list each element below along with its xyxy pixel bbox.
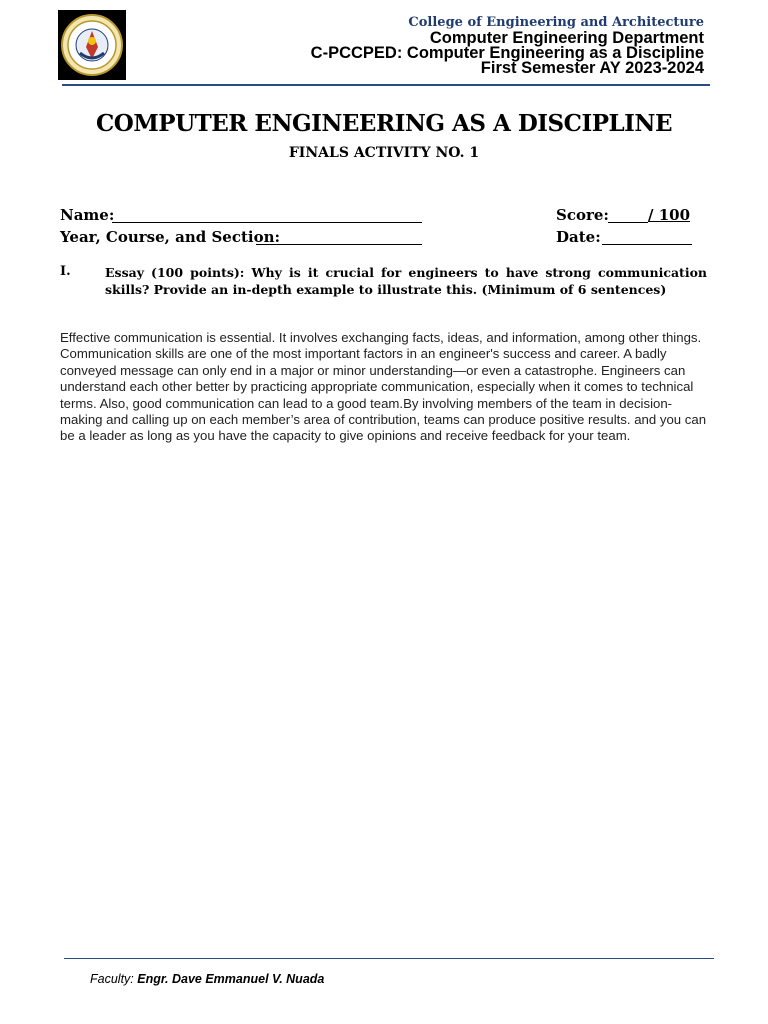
- section-blank[interactable]: [256, 244, 422, 245]
- name-blank[interactable]: [112, 222, 422, 223]
- department-name: Computer Engineering Department: [429, 29, 704, 47]
- college-name: College of Engineering and Architecture: [408, 15, 704, 30]
- essay-answer: Effective communication is essential. It involves exchanging facts, ideas, and information, among other things. Communication skills are one of the most important factors in an engineer's success and career. A badly conveyed message can only end in a major or minor understanding—or even a catastrophe. Engineers can understand each other better by practicing appropriate communication, especially when it comes to technical terms. Also, good communication can lead to a good team.By involving members of the team in decision-making and calling up on each member’s area of contribution, teams can produce positive results. and you can be a leader as long as you have the capacity to give opinions and receive feedback for your team.: [60, 330, 707, 444]
- score-label: Score:: [556, 206, 609, 224]
- section-label: Year, Course, and Section:: [60, 228, 281, 246]
- name-label: Name:: [60, 206, 115, 224]
- faculty-label: Faculty:: [90, 972, 134, 986]
- date-label: Date:: [556, 228, 601, 246]
- header-divider: [62, 84, 710, 86]
- seal-icon: [60, 13, 124, 77]
- faculty-footer: [90, 972, 324, 986]
- footer-divider: [64, 958, 714, 959]
- faculty-name: Engr. Dave Emmanuel V. Nuada: [137, 972, 325, 986]
- header-block: [311, 15, 704, 76]
- semester-label: First Semester AY 2023-2024: [480, 59, 704, 77]
- university-seal-logo: [58, 10, 126, 80]
- score-blank[interactable]: [608, 222, 648, 223]
- document-title: COMPUTER ENGINEERING AS A DISCIPLINE: [96, 110, 672, 137]
- question-number: I.: [60, 264, 71, 279]
- date-blank[interactable]: [602, 244, 692, 245]
- question-text: Essay (100 points): Why is it crucial for engineers to have strong communication skills? Provide an in-depth example to illustrate this. (Minimum of 6 sentences): [105, 265, 707, 297]
- score-total: / 100: [648, 206, 691, 224]
- document-subtitle: FINALS ACTIVITY NO. 1: [288, 145, 480, 161]
- course-name: C-PCCPED: Computer Engineering as a Discipline: [310, 44, 704, 62]
